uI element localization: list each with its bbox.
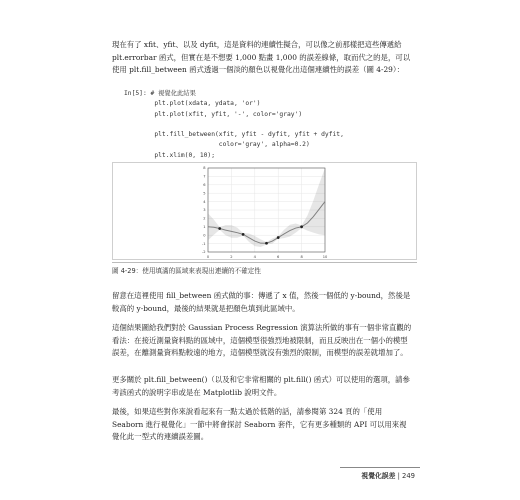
x-tick-label: 8 xyxy=(300,255,303,259)
y-tick-label: 1 xyxy=(203,225,206,229)
data-point xyxy=(277,236,280,239)
paragraph-fill-between: 留意在這裡使用 fill_between 函式做的事：傳遞了 x 值，然後一個低的 y-bound，然後是較高的 y-bound，最後的結果就是把顏色填到此區域中。 xyxy=(112,291,411,313)
intro-paragraph: 現在有了 xfit、yfit、以及 dyfit，這是資料的連續性擬合，可以像之前那樣把這些傳遞給 plt.errorbar 函式，但實在是不想要 1,000 點畫 1,000 的誤差線條，取而代之的是，可以使用 plt.fill_between 函式透過一個淡的顏色以視覺化出這個連續性的誤差（圖 4-29）： xyxy=(112,40,411,75)
y-tick-label: -1 xyxy=(201,241,206,246)
x-tick-label: 2 xyxy=(230,255,233,259)
code-line: plt.xlim(0, 10); xyxy=(124,151,215,159)
figure-frame xyxy=(112,162,417,260)
footer-separator: | xyxy=(397,472,403,480)
data-point xyxy=(218,227,221,230)
code-line: plt.fill_between(xfit, yfit - dyfit, yfit + dyfit, xyxy=(124,131,344,139)
y-tick-label: 7 xyxy=(203,174,206,179)
figure-caption: 圖 4-29：使用填滿的區域來表現出連續的不確定性 xyxy=(112,267,261,275)
data-point xyxy=(300,225,303,228)
footer-section: 視覺化誤差 xyxy=(361,472,396,480)
paragraph-seaborn: 最後，如果這些對你來說看起來有一點太過於低階的話，請參閱第 324 頁的「使用 Seaborn 進行視覺化」一節中將會探討 Seaborn 套件，它有更多種類的 API 可以用來視覺化此一型式的連續誤差圖。 xyxy=(112,407,407,442)
y-tick-label: 4 xyxy=(203,199,206,204)
footer-rule xyxy=(340,467,420,468)
fill-between-chart xyxy=(113,163,416,259)
y-tick-label: 0 xyxy=(203,233,206,238)
data-point xyxy=(265,242,268,245)
y-tick-label: 3 xyxy=(203,208,206,213)
x-tick-label: 10 xyxy=(322,255,328,259)
code-block xyxy=(124,89,404,161)
code-line: plt.plot(xfit, yfit, '-', color='gray') xyxy=(124,110,303,118)
y-tick-label: 5 xyxy=(203,191,206,196)
page-footer xyxy=(300,470,415,480)
x-tick-label: 0 xyxy=(206,255,210,259)
paragraph-more-options: 更多關於 plt.fill_between()（以及和它非常相關的 plt.fill() 函式）可以使用的選項，請參考該函式的說明字串或是在 Matplotlib 說明文件。 xyxy=(112,375,410,397)
code-line: color='gray', alpha=0.2) xyxy=(124,141,310,149)
code-line: plt.plot(xdata, ydata, 'or') xyxy=(124,100,261,108)
x-tick-label: 6 xyxy=(277,255,280,259)
x-tick-label: 4 xyxy=(253,255,256,259)
paragraph-gpr: 這個結果圖給我們對於 Gaussian Process Regression 演算法所做的事有一個非常直觀的看法：在接近測量資料點的區域中，這個模型很強烈地被限制，而且反映出在一個小的模型誤差，在離測量資料點較遠的地方，這個模型就沒有強烈的限制，而模型的誤差就增加了。 xyxy=(112,323,412,358)
page-number: 249 xyxy=(402,472,415,480)
data-point xyxy=(242,233,245,236)
y-tick-label: 6 xyxy=(203,183,206,187)
fit-line xyxy=(208,202,325,244)
y-tick-label: 8 xyxy=(203,166,206,171)
code-line: In[5]: # 視覺化此結果 xyxy=(124,90,196,97)
figure-rule xyxy=(112,262,417,263)
y-tick-label: 2 xyxy=(203,216,206,221)
y-tick-label: -2 xyxy=(201,250,206,255)
